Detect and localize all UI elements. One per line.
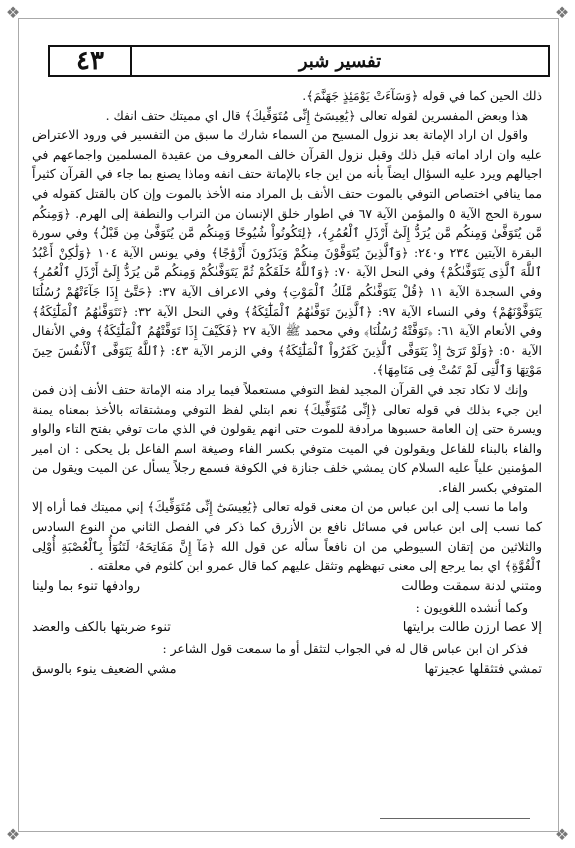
page-header xyxy=(48,45,550,77)
paragraph: واقول ان اراد الإماتة بعد نزول المسيح من السماء شارك ما سبق من التفسير في ورود الاعتراض عليه وان اراد اماته قبل ذلك وقبل نزول القرآن خالف المعروف من عقيدة المسلمين واجماعهم في اجيالهم ويرد عليه السؤال ايضاً بأنه من اين جاء بالإماتة حتف انفه وماذا يصنع بما جاء في القرآن كثيراً مما ينافي اختصاص التوفي بالموت حتف الأنف بل المراد منه الأخذ بالموت وإن كان بالقتل كقوله في سورة الحج الآية ٥ والمؤمن الآية ٦٧ في اطوار خلق الإنسان من التراب والنطفة إلى الهرم. ﴿وَمِنكُم مَّن يُتَوَفَّىٰ وَمِنكُم مَّن يُرَدُّ إِلَىٰٓ أَرْذَلِ ٱلْعُمُرِ﴾، ﴿لِتَكُونُواْ شُيُوخًا وَمِنكُم مَّن يُتَوَفَّىٰ مِن قَبْلُ﴾ وفي سورة البقرة الآيتين ٢٣٤ و٢٤٠: ﴿وَٱلَّذِينَ يُتَوَفَّوْنَ مِنكُمْ وَيَذَرُونَ أَزْوَٰجًا﴾ وفي يونس الآية ١٠٤ ﴿وَلَٰكِنْ أَعْبُدُ ٱللَّهَ ٱلَّذِى يَتَوَفَّىٰكُمْ﴾ وفي النحل الآية ٧٠: ﴿وَٱللَّهُ خَلَقَكُمْ ثُمَّ يَتَوَفَّىٰكُمْ وَمِنكُم مَّن يُرَدُّ إِلَىٰٓ أَرْذَلِ ٱلْعُمُرِ﴾ وفي السجدة الآية ١١ ﴿قُلْ يَتَوَفَّىٰكُم مَّلَكُ ٱلْمَوْتِ﴾ وفي الاعراف الآية ٣٧: ﴿حَتَّىٰٓ إِذَا جَآءَتْهُمْ رُسُلُنَا يَتَوَفَّوْنَهُمْ﴾ وفي النساء الآية ٩٧: ﴿ٱلَّذِينَ تَوَفَّىٰهُمُ ٱلْمَلَٰٓئِكَةُ﴾ وفي النحل الآية ٣٢: ﴿تَتَوَفَّىٰهُمُ ٱلْمَلَٰٓئِكَةُ﴾ وفي الأنعام الآية ٦١: ﴿تَوَفَّتْهُ رُسُلُنَا﴾ وفي محمد ﷺ الآية ٢٧ ﴿فَكَيْفَ إِذَا تَوَفَّتْهُمُ ٱلْمَلَٰٓئِكَةُ﴾ وفي الأنفال الآية ٥٠: ﴿وَلَوْ تَرَىٰٓ إِذْ يَتَوَفَّى ٱلَّذِينَ كَفَرُواْ ٱلْمَلَٰٓئِكَةُ﴾ وفي الزمر الآية ٤٣: ﴿ٱللَّهُ يَتَوَفَّى ٱلْأَنفُسَ حِينَ مَوْتِهَا وَٱلَّتِى لَمْ تَمُتْ فِى مَنَامِهَا﴾. xyxy=(32,127,543,378)
paragraph: وإنك لا تكاد تجد في القرآن المجيد لفظ التوفي مستعملاً فيما يراد منه الإماتة حتف الأنف إذن فمن اين جيء بذلك في قوله تعالى ﴿إِنِّى مُتَوَفِّيكَ﴾ نعم ابتلي لفظ التوفي ومشتقاته بالأخذ بمعناه يمنة ويسرة حتى إن العامة حسبوها مرادفة للموت حتى انهم يقولون في الذي مات توفي بفتح التاء والواو والفاء بالبناء للفاعل ويقولون في الميت متوفي بكسر الفاء وصيغة اسم الفاعل بل يحكى : ان امير المؤمنين علياً عليه السلام كان يمشي خلف جنازة في الكوفة فسمع رجلاً يسأل عن الميت ويقول من المتوفي بكسر الفاء. xyxy=(32,381,542,495)
paragraph: فذكر ان ابن عباس قال له في الجواب لتثقل أو ما سمعت قول الشاعر : xyxy=(162,641,528,657)
page-number: ٤٣ xyxy=(50,47,132,75)
running-title: تفسير شبر xyxy=(298,50,382,72)
corner-ornament-icon: ❖ xyxy=(5,825,21,844)
corner-ornament-icon: ❖ xyxy=(5,3,21,22)
poem-hemistich: روادفها تنوء بما ولينا xyxy=(32,578,141,594)
paragraph: واما ما نسب إلى ابن عباس من ان معنى قوله تعالى ﴿يَٰعِيسَىٰٓ إِنِّى مُتَوَفِّيكَ﴾ إني مميتك فما أراه إلا كما نسب إلى ابن عباس في مسائل نافع بن الأزرق كما ذكر في الفصل الثاني من النوع السادس والثلاثين من إتقان السيوطي من ان نافعاً سأله عن قول الله ﴿مَآ إِنَّ مَفَاتِحَهُۥ لَتَنُوٓأُ بِٱلْعُصْبَةِ أُوْلِى ٱلْقُوَّةِ﴾ اي بما يرجع إلى معنى تبهظهم وتثقل عليهم كما قال عمرو ابن كلثوم في معلقته . xyxy=(32,499,542,574)
poem-verse xyxy=(32,576,542,598)
paragraph: وكما أنشده اللغويون : xyxy=(415,599,528,615)
poem-verse xyxy=(32,659,542,681)
paragraph: هذا وبعض المفسرين لقوله تعالى ﴿يَٰعِيسَىٰٓ إِنِّى مُتَوَفِّيكَ﴾ قال اي مميتك حتف انفك . xyxy=(105,107,528,123)
poem-hemistich: مشي الضعيف ينوء بالوسق xyxy=(32,662,177,678)
poem-hemistich: ومتني لدنة سمقت وطالت xyxy=(401,578,542,594)
body-text xyxy=(32,86,542,681)
poem-hemistich: تنوء ضربتها بالكف والعضد xyxy=(32,620,171,636)
poem-verse xyxy=(32,617,542,639)
corner-ornament-icon: ❖ xyxy=(554,825,570,844)
poem-hemistich: تمشي فتثقلها عجيزتها xyxy=(424,662,542,678)
paragraph: ذلك الحين كما في قوله ﴿وَسَآءَتْ يَوْمَئِذٍ جَهَنَّمَ﴾. xyxy=(302,88,542,103)
footnote-rule xyxy=(380,818,530,819)
poem-hemistich: إلا عصا ارزن طالت برايتها xyxy=(402,620,542,636)
corner-ornament-icon: ❖ xyxy=(554,3,570,22)
